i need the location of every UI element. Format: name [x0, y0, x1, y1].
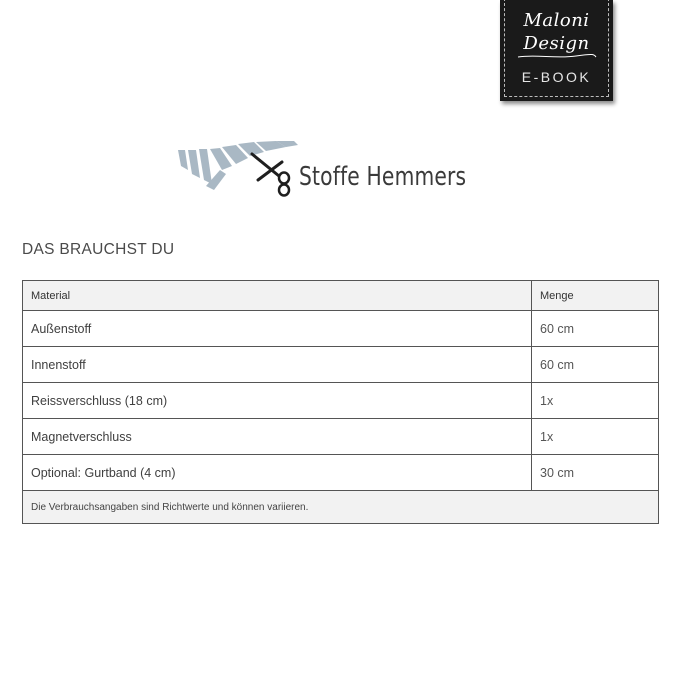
- material-cell: Magnetverschluss: [23, 419, 532, 455]
- logo-wordmark: Stoffe Hemmers: [299, 162, 467, 192]
- logo-fabric-scissors-icon: [176, 140, 300, 198]
- header-material: Material: [23, 281, 532, 311]
- ebook-badge: [500, 0, 613, 101]
- table-row: [23, 347, 659, 383]
- header-quantity: Menge: [532, 281, 659, 311]
- quantity-cell: 1x: [532, 419, 659, 455]
- quantity-cell: 1x: [532, 383, 659, 419]
- quantity-cell: 60 cm: [532, 347, 659, 383]
- stoffe-hemmers-logo: [176, 140, 476, 198]
- material-cell: Optional: Gurtband (4 cm): [23, 455, 532, 491]
- table-row: [23, 419, 659, 455]
- badge-brand-line1: Maloni: [523, 10, 590, 31]
- quantity-cell: 30 cm: [532, 455, 659, 491]
- material-cell: Reissverschluss (18 cm): [23, 383, 532, 419]
- material-cell: Außenstoff: [23, 311, 532, 347]
- badge-brand-line2: Design: [523, 33, 590, 54]
- table-row: [23, 383, 659, 419]
- table-row: [23, 455, 659, 491]
- quantity-cell: 60 cm: [532, 311, 659, 347]
- table-footnote: Die Verbrauchsangaben sind Richtwerte und können variieren.: [23, 491, 659, 524]
- table-header-row: [23, 281, 659, 311]
- badge-ebook-label: E-BOOK: [521, 69, 592, 85]
- badge-flourish-icon: [516, 52, 598, 60]
- section-title: DAS BRAUCHST DU: [22, 241, 175, 258]
- table-footnote-row: [23, 491, 659, 524]
- table-row: [23, 311, 659, 347]
- materials-table: [22, 280, 659, 524]
- material-cell: Innenstoff: [23, 347, 532, 383]
